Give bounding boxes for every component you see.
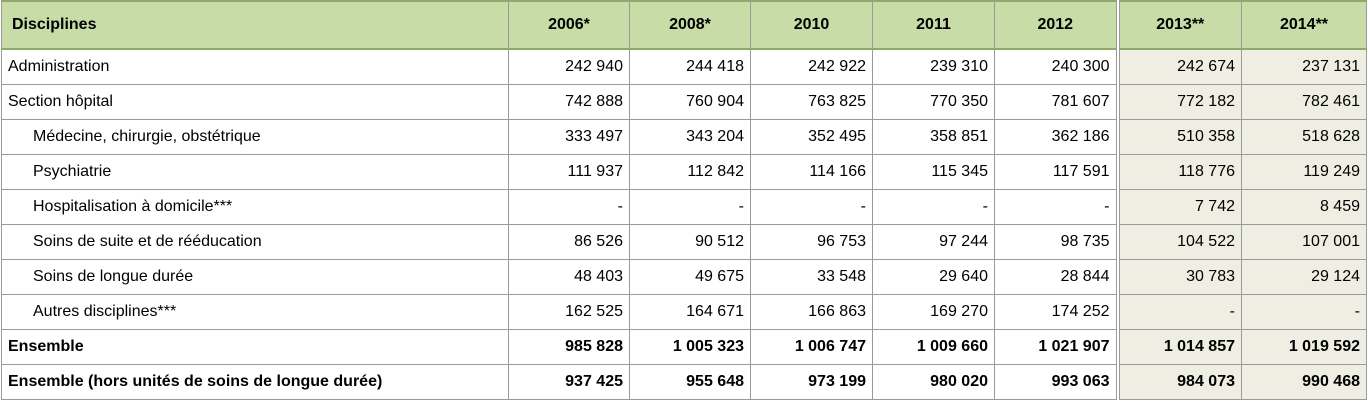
table-cell: 119 249	[1242, 155, 1367, 190]
table-cell: 174 252	[995, 295, 1118, 330]
table-row	[2, 365, 1367, 400]
table-cell: 993 063	[995, 365, 1118, 400]
table-cell: 29 124	[1242, 260, 1367, 295]
table-cell: -	[509, 190, 630, 225]
table-cell: 242 922	[751, 49, 873, 85]
table-cell: 1 021 907	[995, 330, 1118, 365]
table-row	[2, 225, 1367, 260]
row-label: Soins de suite et de rééducation	[2, 225, 509, 260]
table-cell: 30 783	[1118, 260, 1242, 295]
row-label: Soins de longue durée	[2, 260, 509, 295]
column-header-year: 2006*	[509, 1, 630, 49]
column-header-year: 2014**	[1242, 1, 1367, 49]
table-cell: 239 310	[873, 49, 995, 85]
table-cell: 973 199	[751, 365, 873, 400]
table-cell: 1 014 857	[1118, 330, 1242, 365]
column-header-year: 2012	[995, 1, 1118, 49]
table-cell: 90 512	[630, 225, 751, 260]
row-label: Hospitalisation à domicile***	[2, 190, 509, 225]
table-cell: 352 495	[751, 120, 873, 155]
table-cell: 333 497	[509, 120, 630, 155]
table-cell: 98 735	[995, 225, 1118, 260]
row-label: Autres disciplines***	[2, 295, 509, 330]
hospital-staff-table	[1, 0, 1367, 400]
table-cell: 1 019 592	[1242, 330, 1367, 365]
table-cell: 244 418	[630, 49, 751, 85]
table-cell: 166 863	[751, 295, 873, 330]
table-row	[2, 49, 1367, 85]
table-cell: 7 742	[1118, 190, 1242, 225]
table-cell: 763 825	[751, 85, 873, 120]
table-cell: 164 671	[630, 295, 751, 330]
table-cell: 1 006 747	[751, 330, 873, 365]
table-cell: 510 358	[1118, 120, 1242, 155]
table-cell: 242 940	[509, 49, 630, 85]
table-cell: 984 073	[1118, 365, 1242, 400]
column-header-disciplines: Disciplines	[2, 1, 509, 49]
table-cell: 772 182	[1118, 85, 1242, 120]
table-row	[2, 120, 1367, 155]
table-row	[2, 190, 1367, 225]
table-cell: 990 468	[1242, 365, 1367, 400]
header-row	[2, 1, 1367, 49]
table-cell: 48 403	[509, 260, 630, 295]
table-cell: 117 591	[995, 155, 1118, 190]
table-cell: 169 270	[873, 295, 995, 330]
table-cell: 114 166	[751, 155, 873, 190]
table-cell: -	[1118, 295, 1242, 330]
table-cell: 49 675	[630, 260, 751, 295]
table-cell: 240 300	[995, 49, 1118, 85]
table-cell: 937 425	[509, 365, 630, 400]
table-cell: 955 648	[630, 365, 751, 400]
table-cell: 1 005 323	[630, 330, 751, 365]
table-cell: 237 131	[1242, 49, 1367, 85]
table-cell: 28 844	[995, 260, 1118, 295]
column-header-year: 2008*	[630, 1, 751, 49]
column-header-year: 2013**	[1118, 1, 1242, 49]
table-cell: 86 526	[509, 225, 630, 260]
table-cell: 781 607	[995, 85, 1118, 120]
row-label: Ensemble (hors unités de soins de longue durée)	[2, 365, 509, 400]
table-cell: 358 851	[873, 120, 995, 155]
table-cell: 362 186	[995, 120, 1118, 155]
table-row	[2, 330, 1367, 365]
row-label: Médecine, chirurgie, obstétrique	[2, 120, 509, 155]
table-cell: -	[1242, 295, 1367, 330]
table-cell: 107 001	[1242, 225, 1367, 260]
table-cell: 111 937	[509, 155, 630, 190]
table-cell: 770 350	[873, 85, 995, 120]
table-cell: 242 674	[1118, 49, 1242, 85]
table-cell: 742 888	[509, 85, 630, 120]
table-cell: 980 020	[873, 365, 995, 400]
column-header-year: 2011	[873, 1, 995, 49]
table-row	[2, 155, 1367, 190]
table-cell: -	[630, 190, 751, 225]
row-label: Administration	[2, 49, 509, 85]
table-cell: 985 828	[509, 330, 630, 365]
table-cell: 96 753	[751, 225, 873, 260]
row-label: Section hôpital	[2, 85, 509, 120]
table-cell: 8 459	[1242, 190, 1367, 225]
table-cell: 104 522	[1118, 225, 1242, 260]
table-cell: 782 461	[1242, 85, 1367, 120]
table-cell: 33 548	[751, 260, 873, 295]
table-cell: 29 640	[873, 260, 995, 295]
table-cell: 518 628	[1242, 120, 1367, 155]
table-row	[2, 85, 1367, 120]
table-cell: 97 244	[873, 225, 995, 260]
table-row	[2, 295, 1367, 330]
table-cell: 162 525	[509, 295, 630, 330]
column-header-year: 2010	[751, 1, 873, 49]
table-cell: 115 345	[873, 155, 995, 190]
table-cell: -	[751, 190, 873, 225]
row-label: Psychiatrie	[2, 155, 509, 190]
table-cell: 112 842	[630, 155, 751, 190]
table-cell: 343 204	[630, 120, 751, 155]
table-cell: 760 904	[630, 85, 751, 120]
table-row	[2, 260, 1367, 295]
table-cell: -	[873, 190, 995, 225]
table-body	[2, 49, 1367, 400]
table-cell: -	[995, 190, 1118, 225]
row-label: Ensemble	[2, 330, 509, 365]
table-cell: 1 009 660	[873, 330, 995, 365]
table-cell: 118 776	[1118, 155, 1242, 190]
